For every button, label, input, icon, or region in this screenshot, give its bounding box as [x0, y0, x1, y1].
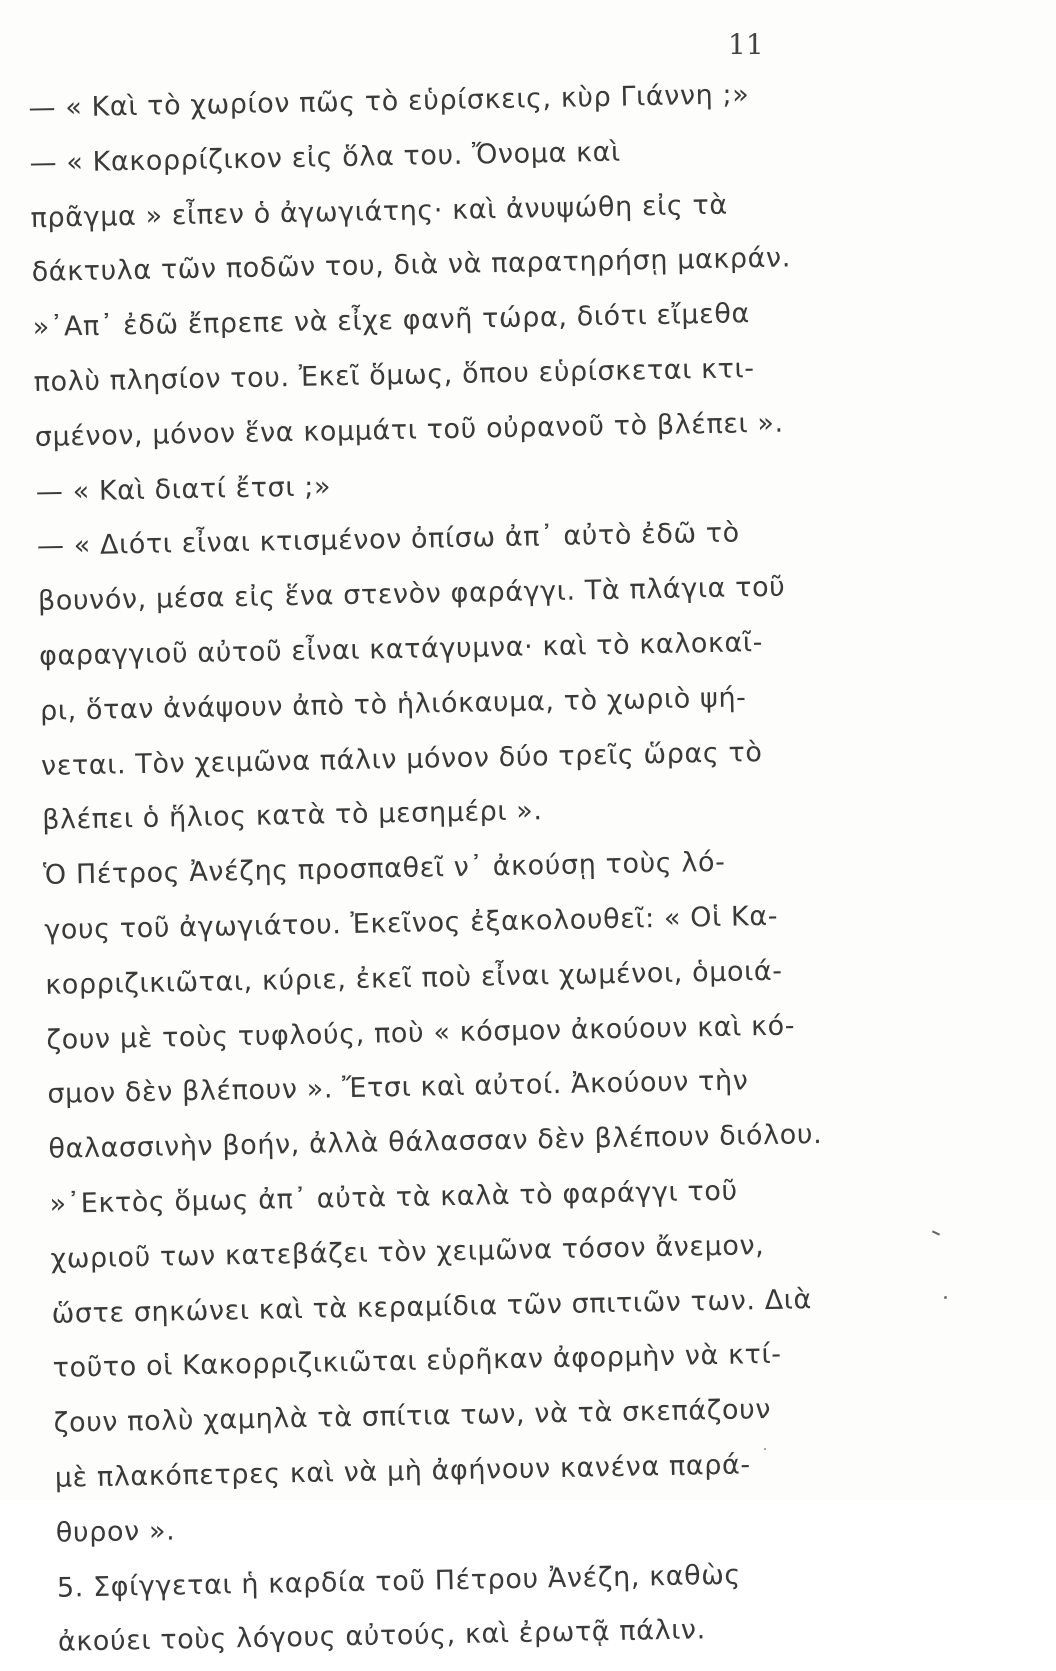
- text-line: Ὁ Πέτρος Ἀνέζης προσπαθεῖ ν᾿ ἀκούσῃ τοὺς λό-: [42, 846, 726, 892]
- text-line: ὥστε σηκώνει καὶ τὰ κεραμίδια τῶν σπιτιῶν των. Διὰ: [51, 1283, 813, 1330]
- text-line: βουνόν, μέσα εἰς ἕνα στενὸν φαράγγι. Τὰ πλάγια τοῦ: [37, 571, 786, 618]
- text-line: ρι, ὅταν ἀνάψουν ἀπὸ τὸ ἡλιόκαυμα, τὸ χωριὸ ψή-: [39, 682, 747, 727]
- text-line: 5. Σφίγγεται ἡ καρδία τοῦ Πέτρου Ἀνέζη, καθὼς: [56, 1559, 742, 1604]
- body-text: [28, 66, 888, 1671]
- text-line: ζουν πολὺ χαμηλὰ τὰ σπίτια των, νὰ τὰ σκεπάζουν: [53, 1394, 772, 1439]
- text-line: πρᾶγμα » εἶπεν ὁ ἀγωγιάτης· καὶ ἀνυψώθη εἰς τὰ: [30, 189, 729, 234]
- text-line: ζουν μὲ τοὺς τυφλούς, ποὺ « κόσμον ἀκούουν καὶ κό-: [46, 1009, 796, 1056]
- text-line: »᾿Απ᾿ ἐδῶ ἔπρεπε νὰ εἶχε φανῆ τώρα, διότι εἴμεθα: [32, 298, 751, 344]
- text-line: δάκτυλα τῶν ποδῶν του, διὰ νὰ παρατηρήσῃ μακράν.: [31, 242, 792, 289]
- text-line: κορριζικιῶται, κύριε, ἐκεῖ ποὺ εἶναι χωμένοι, ὁμοιά-: [45, 955, 783, 1001]
- text-line: — « Καὶ τὸ χωρίον πῶς τὸ εὑρίσκεις, κὺρ Γιάννη ;»: [28, 79, 750, 124]
- text-line: τοῦτο οἱ Κακορριζικιῶται εὑρῆκαν ἀφορμὴν νὰ κτί-: [52, 1339, 782, 1385]
- text-line: — « Καὶ διατί ἔτσι ;»: [35, 470, 332, 508]
- text-line: — « Διότι εἶναι κτισμένον ὀπίσω ἀπ᾿ αὐτὸ ἐδῶ τὸ: [36, 517, 741, 563]
- text-line: χωριοῦ των κατεβάζει τὸν χειμῶνα τόσον ἄνεμον,: [50, 1229, 765, 1275]
- text-line: σμον δὲν βλέπουν ». Ἔτσι καὶ αὐτοί. Ἀκούουν τὴν: [47, 1065, 749, 1111]
- text-line: νεται. Τὸν χειμῶνα πάλιν μόνον δύο τρεῖς ὥρας τὸ: [40, 736, 763, 782]
- page-number: 11: [728, 28, 764, 61]
- text-line: σμένον, μόνον ἕνα κομμάτι τοῦ οὐρανοῦ τὸ βλέπει ».: [34, 407, 784, 453]
- text-line: φαραγγιοῦ αὐτοῦ εἶναι κατάγυμνα· καὶ τὸ καλοκαῖ-: [38, 626, 764, 672]
- text-line: θαλασσινὴν βοήν, ἀλλὰ θάλασσαν δὲν βλέπουν διόλου.: [48, 1119, 823, 1165]
- scan-speck: [944, 1296, 947, 1299]
- text-line: ἀκούει τοὺς λόγους αὐτούς, καὶ ἐρωτᾷ πάλιν.: [57, 1614, 707, 1659]
- scan-speck: [764, 1448, 766, 1450]
- text-line: γους τοῦ ἀγωγιάτου. Ἐκεῖνος ἐξακολουθεῖ: « Οἱ Κα-: [43, 900, 779, 946]
- text-line: θυρον ».: [55, 1515, 176, 1549]
- scan-speck: [932, 1230, 940, 1235]
- text-line: »᾿Εκτὸς ὅμως ἀπ᾿ αὐτὰ τὰ καλὰ τὸ φαράγγι τοῦ: [49, 1175, 738, 1220]
- text-line: βλέπει ὁ ἥλιος κατὰ τὸ μεσημέρι ».: [41, 795, 543, 837]
- text-line: πολὺ πλησίον του. Ἐκεῖ ὅμως, ὅπου εὑρίσκεται κτι-: [33, 353, 755, 398]
- text-line: — « Κακορρίζικον εἰς ὅλα του. Ὄνομα καὶ: [29, 136, 622, 179]
- text-line: μὲ πλακόπετρες καὶ νὰ μὴ ἀφήνουν κανένα παρά-: [54, 1449, 752, 1494]
